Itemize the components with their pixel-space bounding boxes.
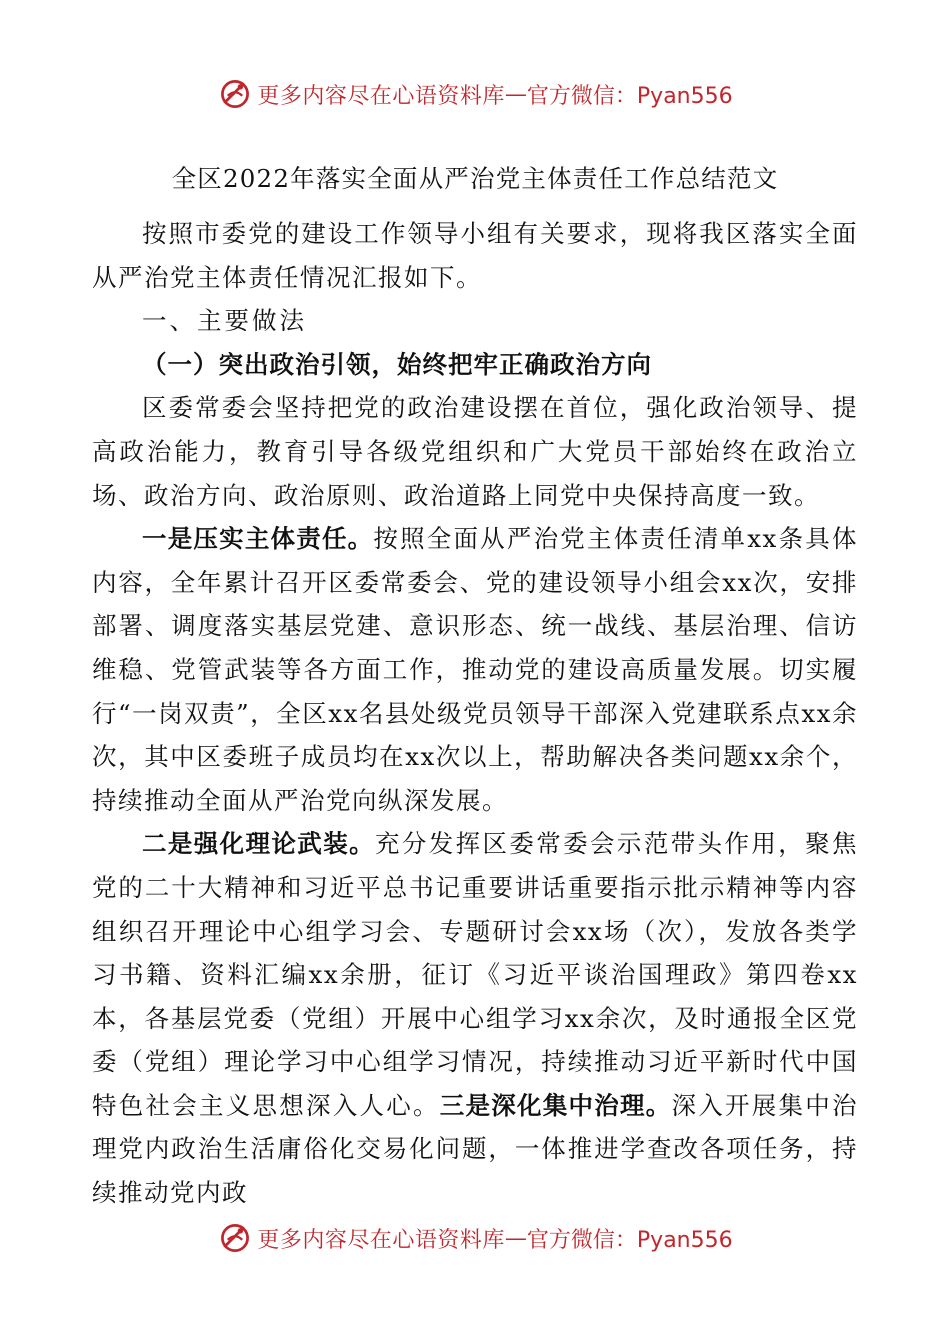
header-banner[interactable] bbox=[0, 74, 950, 114]
banner-text: 更多内容尽在心语资料库 bbox=[257, 1227, 505, 1253]
intro-paragraph: 按照市委党的建设工作领导小组有关要求，现将我区落实全面从严治党主体责任情况汇报如下。 bbox=[92, 219, 858, 292]
paragraph-political-leadership: 区委常委会坚持把党的政治建设摆在首位，强化政治领导、提高政治能力，教育引导各级党组织和广大党员干部始终在政治立场、政治方向、政治原则、政治道路上同党中央保持高度一致。 bbox=[92, 393, 858, 510]
point-1-lead: 一是压实主体责任。 bbox=[142, 524, 374, 554]
subsection-heading: （一）突出政治引领，始终把牢正确政治方向 bbox=[142, 349, 652, 379]
document-title: 全区2022年落实全面从严治党主体责任工作总结范文 bbox=[171, 164, 779, 193]
banner-dash: — bbox=[504, 81, 527, 107]
paragraph-point-1 bbox=[92, 517, 858, 822]
point-2-lead: 二是强化理论武装。 bbox=[142, 829, 375, 859]
logo-icon bbox=[217, 1220, 253, 1256]
logo-icon bbox=[217, 76, 253, 112]
banner-text: 更多内容尽在心语资料库 bbox=[257, 83, 505, 109]
section-heading: 一、主要做法 bbox=[142, 306, 307, 336]
banner-dash: — bbox=[504, 1225, 527, 1251]
point-3-text: 深入开展集中治理党内政治生活庸俗化交易化问题，一体推进学查改各项任务，持续推动党内政 bbox=[92, 1090, 858, 1208]
footer-banner[interactable] bbox=[0, 1218, 950, 1258]
banner-wechat: 官方微信：Pyan556 bbox=[526, 83, 733, 109]
document-body bbox=[92, 212, 858, 1215]
point-2-text: 充分发挥区委常委会示范带头作用，聚焦党的二十大精神和习近平总书记重要讲话重要指示批示精神等内容组织召开理论中心组学习会、专题研讨会xx场（次），发放各类学习书籍、资料汇编xx余册，征订《习近平谈治国理政》第四卷xx本，各基层党委（党组）开展中心组学习xx余次，及时通报全区党委（党组）理论学习中心组学习情况，持续推动习近平新时代中国特色社会主义思想深入人心。 bbox=[92, 829, 859, 1120]
paragraph-point-2 bbox=[92, 822, 858, 1214]
point-1-text: 按照全面从严治党主体责任清单xx条具体内容，全年累计召开区委常委会、党的建设领导小组会xx次，安排部署、调度落实基层党建、意识形态、统一战线、基层治理、信访维稳、党管武装等各方面工作，推动党的建设高质量发展。切实履行“一岗双责”，全区xx名县处级党员领导干部深入党建联系点xx余次，其中区委班子成员均在xx次以上，帮助解决各类问题xx余个，持续推动全面从严治党向纵深发展。 bbox=[92, 524, 858, 815]
banner-wechat: 官方微信：Pyan556 bbox=[526, 1227, 733, 1253]
point-3-lead: 三是深化集中治理。 bbox=[439, 1090, 672, 1120]
